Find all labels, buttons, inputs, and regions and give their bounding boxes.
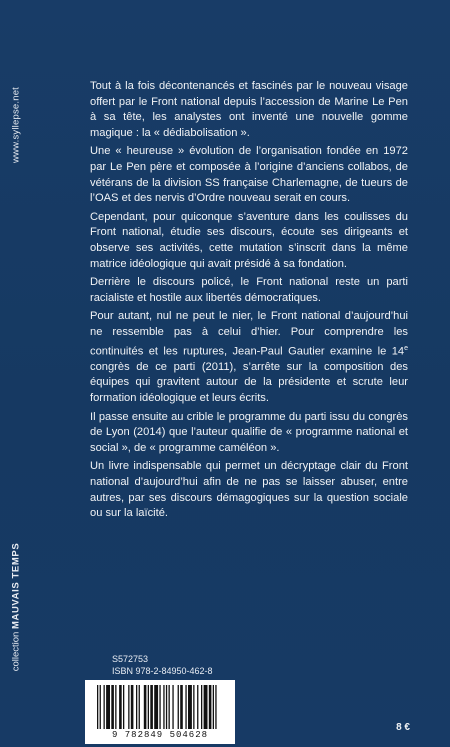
blurb-paragraph-5-end: congrès de ce parti (2011), s’arrête sur la composition des équipes qui gravitent autour de la présidente et scrute leur formation idéologique et leurs écrits. <box>90 360 408 404</box>
barcode-bar <box>150 685 153 729</box>
barcode-bar <box>188 685 192 729</box>
barcode-bar <box>185 685 186 729</box>
barcode-bar <box>104 685 105 729</box>
barcode-bars <box>97 685 223 729</box>
barcode-bar <box>136 685 137 729</box>
back-cover-blurb <box>90 79 408 525</box>
superscript-e: e <box>404 344 408 352</box>
barcode-bar <box>97 685 98 729</box>
price: 8 € <box>396 722 410 733</box>
barcode <box>85 680 235 744</box>
barcode-bar <box>193 685 194 729</box>
collection-label <box>11 543 22 672</box>
barcode-bar <box>169 685 170 729</box>
barcode-bar <box>197 685 198 729</box>
barcode-bar <box>123 685 124 729</box>
barcode-bar <box>100 685 101 729</box>
blurb-paragraph-3: Cependant, pour quiconque s’aventure dans les coulisses du Front national, étudie ses discours, écoute ses dirigeants et observe ses activités, cette mutation s’inscrit dans la même matrice idéologique qui avait présidé à sa fondation. <box>90 210 408 270</box>
collection-prefix: collection <box>10 631 22 672</box>
blurb-paragraph-4: Derrière le discours policé, le Front national reste un parti racialiste et hostile aux libertés démocratiques. <box>90 276 408 304</box>
barcode-bar <box>209 685 212 729</box>
barcode-bar <box>139 685 140 729</box>
barcode-bar <box>106 685 110 729</box>
reference-code: S572753 <box>112 654 149 664</box>
blurb-paragraph-5 <box>90 309 408 406</box>
barcode-bar <box>201 685 202 729</box>
blurb-paragraph-6: Il passe ensuite au crible le programme du parti issu du congrès de Lyon (2014) que l’auteur qualifie de « programme national et social », de « programme caméléon ». <box>90 410 408 454</box>
barcode-bar <box>178 685 179 729</box>
blurb-paragraph-5-start: Pour autant, nul ne peut le nier, le Front national d’aujourd’hui ne ressemble pas à celui d’hier. Pour comprendre les continuités et les ruptures, Jean-Paul Gautier examine le 14 <box>90 310 408 358</box>
barcode-bar <box>115 685 116 729</box>
blurb-paragraph-7: Un livre indispensable qui permet un décryptage clair du Front national d’aujourd’hui afin de ne pas se laisser abuser, entre autres, par ses discours démagogiques sur la question sociale ou sur la laïcité. <box>90 460 408 520</box>
blurb-paragraph-2: Une « heureuse » évolution de l’organisation fondée en 1972 par Le Pen père et composée à l’origine d’anciens collabos, de vétérans de la division SS française Charlemagne, de tueurs de l’OAS et des nervis d’Ordre nouveau serait en cours. <box>90 145 408 205</box>
barcode-bar <box>154 685 158 729</box>
barcode-bar <box>204 685 208 729</box>
barcode-bar <box>180 685 183 729</box>
website-text: www.syllepse.net <box>10 86 22 164</box>
side-collection <box>2 518 30 696</box>
barcode-bar <box>111 685 114 729</box>
barcode-digits: 9 782849 504628 <box>111 730 208 740</box>
barcode-bar <box>215 685 216 729</box>
barcode-bar <box>172 685 173 729</box>
barcode-bar <box>131 685 134 729</box>
isbn: ISBN 978-2-84950-462-8 <box>112 665 213 676</box>
barcode-bar <box>166 685 167 729</box>
barcode-bar <box>213 685 214 729</box>
blurb-paragraph-1: Tout à la fois décontenancés et fascinés par le nouveau visage offert par le Front national depuis l’accession de Marine Le Pen à sa tête, les analystes ont inventé une nouvelle gomme magique : la « dédiabolisation ». <box>90 80 408 139</box>
product-codes <box>112 654 213 677</box>
side-website <box>2 60 30 190</box>
collection-name: MAUVAIS TEMPS <box>10 542 22 630</box>
barcode-bar <box>159 685 160 729</box>
barcode-bar <box>163 685 164 729</box>
barcode-bar <box>119 685 122 729</box>
barcode-bar <box>144 685 147 729</box>
barcode-bar <box>148 685 149 729</box>
barcode-bar <box>128 685 129 729</box>
